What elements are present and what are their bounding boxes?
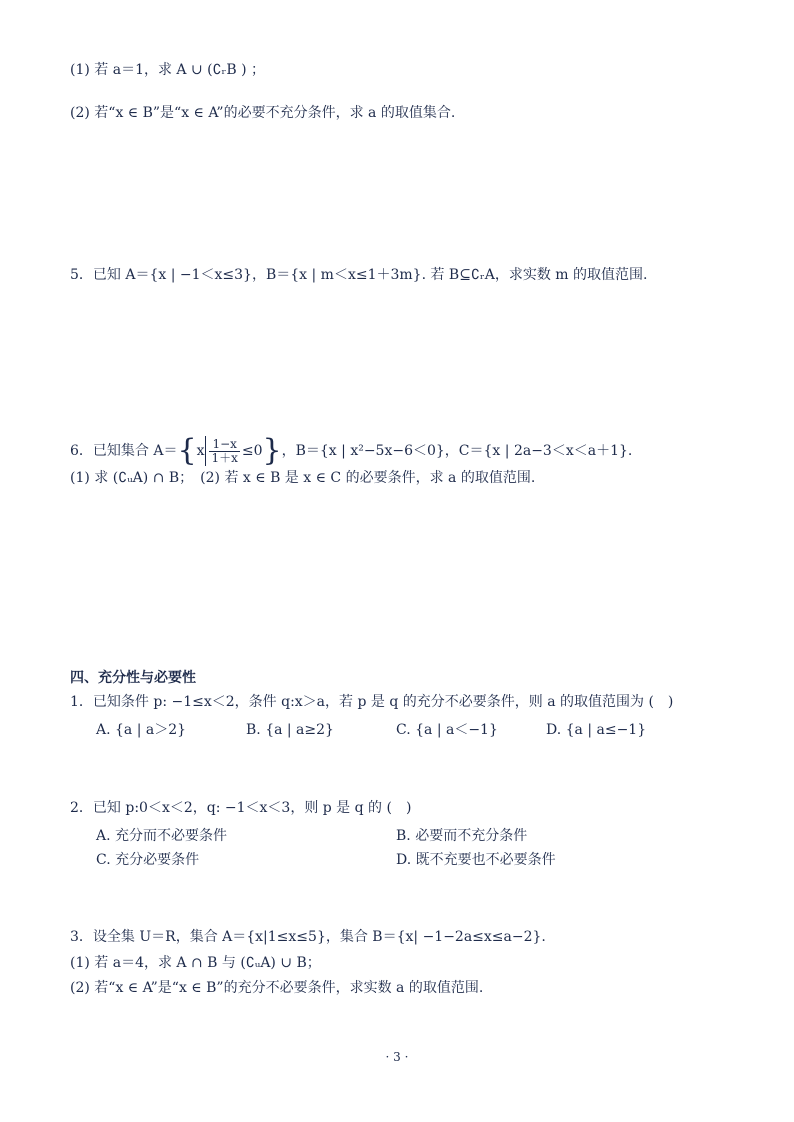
q4-part1: (1) 若 a＝1，求 A ∪ (∁ᵣB ) ；	[70, 62, 266, 78]
q6-fraction-den: 1＋x	[211, 450, 238, 465]
set-bar	[205, 436, 206, 466]
section4-title: 四、充分性与必要性	[70, 670, 196, 686]
s4-q2-option-b: B. 必要而不充分条件	[396, 828, 528, 844]
q6-parts: (1) 求 (∁ᵤA) ∩ B； (2) 若 x ∈ B 是 x ∈ C 的必要条件，求 a 的取值范围.	[70, 470, 536, 486]
right-brace: }	[262, 433, 282, 468]
s4-q1-option-a: A. {a | a＞2}	[96, 722, 187, 738]
page-number: · 3 ·	[385, 1050, 409, 1064]
s4-q2-option-d: D. 既不充要也不必要条件	[396, 852, 556, 868]
s4-q1-option-d: D. {a | a≤−1}	[546, 722, 647, 738]
s4-q3-part1: (1) 若 a＝4，求 A ∩ B 与 (∁ᵤA) ∪ B；	[70, 955, 321, 971]
s4-q3-stem: 3．设全集 U＝R，集合 A＝{x|1≤x≤5}，集合 B＝{x| −1−2a≤x≤a−2}.	[70, 929, 546, 945]
q4-part2: (2) 若“x ∈ B”是“x ∈ A”的必要不充分条件，求 a 的取值集合.	[70, 105, 456, 121]
left-brace: {	[177, 433, 197, 468]
q5-text: 5．已知 A＝{x | −1＜x≤3}，B＝{x | m＜x≤1＋3m}. 若 B⊆∁ᵣA，求实数 m 的取值范围.	[70, 267, 648, 283]
q6-fraction-num: 1−x	[209, 438, 239, 452]
q6-stem	[70, 433, 633, 468]
q6-var: x	[196, 443, 205, 459]
s4-q1-option-c: C. {a | a＜−1}	[396, 722, 498, 738]
q6-prefix: 6．已知集合 A＝	[70, 443, 178, 459]
s4-q3-part2: (2) 若“x ∈ A”是“x ∈ B”的充分不必要条件，求实数 a 的取值范围.	[70, 980, 484, 996]
s4-q1-option-b: B. {a | a≥2}	[246, 722, 334, 738]
q6-cond: ≤0	[241, 443, 263, 459]
s4-q1-stem: 1．已知条件 p: −1≤x＜2，条件 q:x＞a，若 p 是 q 的充分不必要条件，则 a 的取值范围为 ( )	[70, 694, 674, 710]
q6-fraction	[209, 438, 239, 465]
q6-rest: ，B＝{x | x²−5x−6＜0}，C＝{x | 2a−3＜x＜a＋1}.	[281, 443, 633, 459]
s4-q2-option-c: C. 充分必要条件	[96, 852, 200, 868]
s4-q2-option-a: A. 充分而不必要条件	[96, 828, 228, 844]
s4-q2-stem: 2．已知 p:0＜x＜2，q: −1＜x＜3，则 p 是 q 的 ( )	[70, 800, 412, 816]
